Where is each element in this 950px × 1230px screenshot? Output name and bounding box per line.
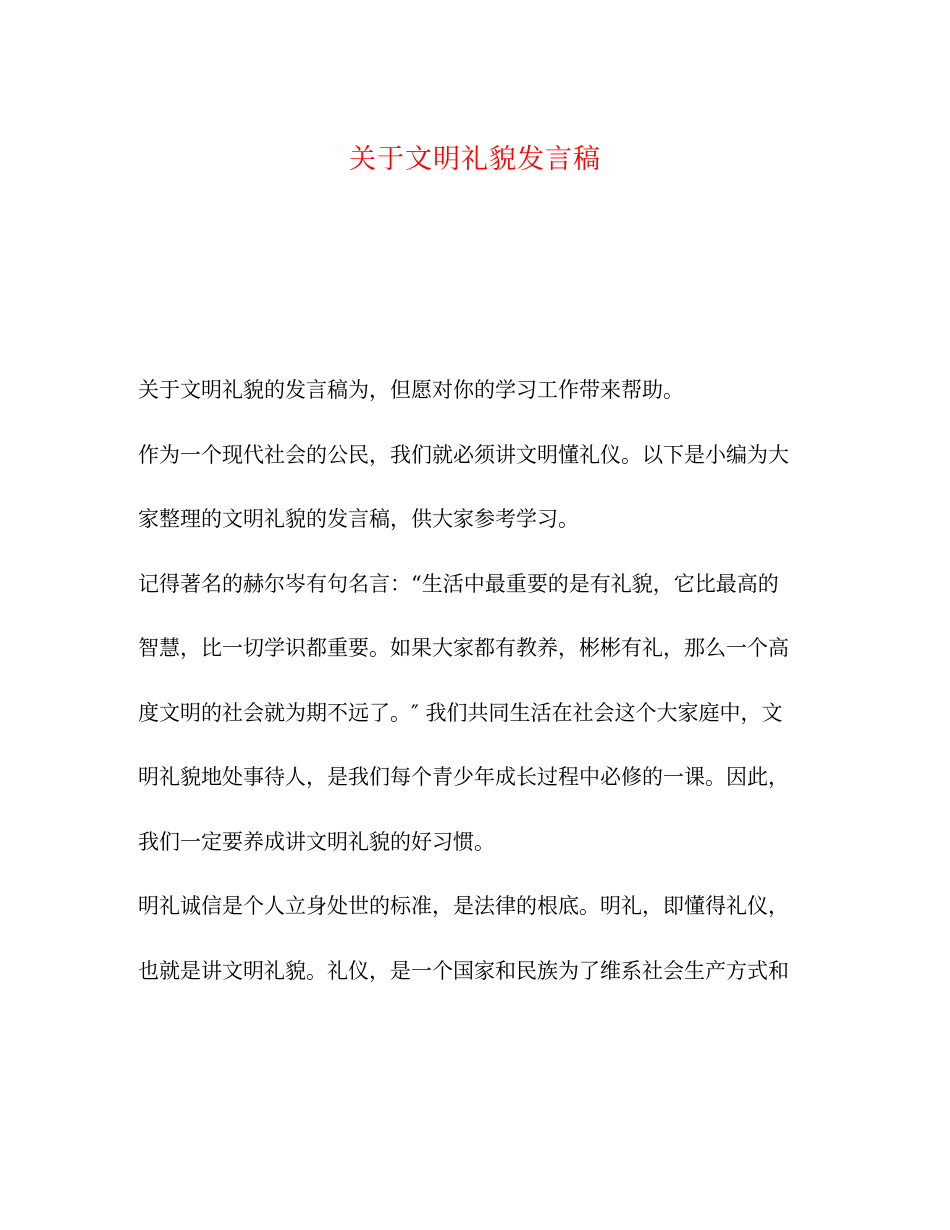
text-line: 关于文明礼貌的发言稿为，但愿对你的学习工作带来帮助。 bbox=[138, 378, 684, 402]
text-line: 我们一定要养成讲文明礼貌的好习惯。 bbox=[138, 829, 495, 854]
text-line: 记得著名的赫尔岑有句名言：“生活中最重要的是有礼貌，它比最高的 bbox=[138, 571, 779, 596]
text-line: 明礼诚信是个人立身处世的标准，是法律的根底。明礼，即懂得礼仪， bbox=[138, 894, 789, 918]
text-line: 明礼貌地处事待人，是我们每个青少年成长过程中必修的一课。因此， bbox=[138, 765, 789, 789]
text-line: 作为一个现代社会的公民，我们就必须讲文明懂礼仪。以下是小编为大 bbox=[138, 442, 789, 467]
text-line: 也就是讲文明礼貌。礼仪，是一个国家和民族为了维系社会生产方式和 bbox=[138, 958, 789, 983]
text-line: 度文明的社会就为期不远了。″ 我们共同生活在社会这个大家庭中，文 bbox=[138, 700, 783, 725]
text-line: 智慧，比一切学识都重要。如果大家都有教养，彬彬有礼，那么一个高 bbox=[138, 636, 789, 660]
text-line: 家整理的文明礼貌的发言稿，供大家参考学习。 bbox=[138, 507, 579, 531]
document-title: 关于文明礼貌发言稿 bbox=[349, 144, 601, 175]
document-body bbox=[138, 372, 828, 1017]
